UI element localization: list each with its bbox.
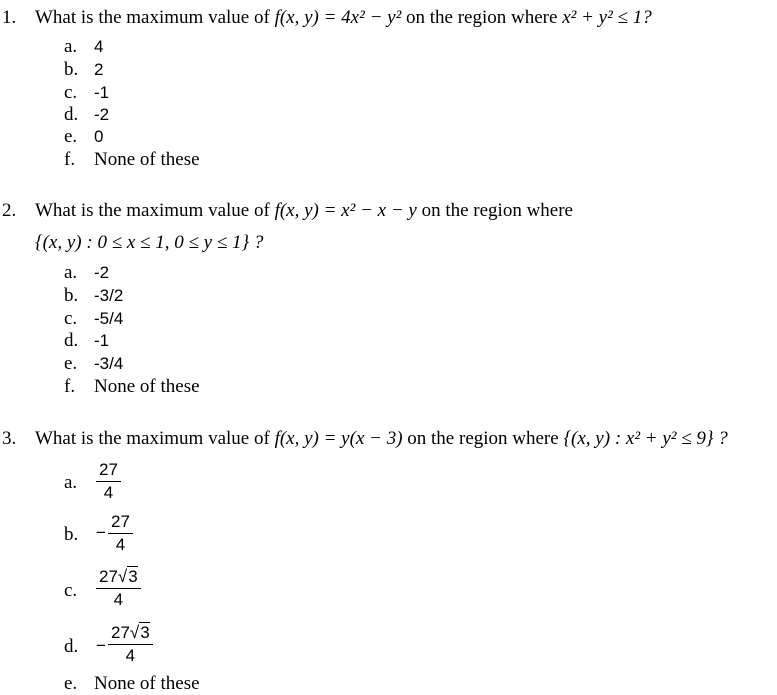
numerator: 27 bbox=[99, 460, 118, 479]
numerator bbox=[96, 566, 141, 588]
choice-text: -3/4 bbox=[94, 354, 124, 373]
denominator: 4 bbox=[115, 535, 126, 554]
choice-text: -1 bbox=[94, 331, 110, 350]
denominator: 4 bbox=[125, 646, 136, 665]
stem-middle: on the region where bbox=[407, 428, 559, 449]
function-expression: f(x, y) = 4x² − y² bbox=[274, 7, 402, 28]
radicand: 3 bbox=[128, 567, 138, 586]
stem-middle: on the region where bbox=[421, 200, 573, 221]
numerator bbox=[108, 622, 153, 644]
choice-letter: d. bbox=[64, 330, 79, 351]
choice-text: 0 bbox=[94, 127, 104, 146]
region-expression: x² + y² ≤ 1? bbox=[562, 7, 652, 28]
minus-sign: − bbox=[96, 636, 106, 655]
choice-letter: e. bbox=[64, 673, 78, 694]
question-stem bbox=[35, 7, 652, 29]
choice-text: None of these bbox=[94, 149, 200, 170]
choice-letter: e. bbox=[64, 126, 78, 147]
choice-letter: c. bbox=[64, 308, 78, 329]
stem-prefix: What is the maximum value of bbox=[35, 7, 270, 28]
numerator: 27 bbox=[111, 512, 130, 531]
choice-letter: b. bbox=[64, 59, 79, 80]
question-stem bbox=[35, 200, 573, 222]
choice-text: None of these bbox=[94, 376, 200, 397]
choice-letter: f. bbox=[64, 149, 76, 170]
choice-letter: c. bbox=[64, 580, 78, 601]
choice-letter: a. bbox=[64, 472, 78, 493]
numerator-coefficient: 27 bbox=[111, 623, 130, 642]
fraction-answer bbox=[96, 566, 141, 611]
sqrt-icon: √ bbox=[129, 623, 140, 642]
numerator-coefficient: 27 bbox=[99, 567, 118, 586]
function-expression: f(x, y) = x² − x − y bbox=[274, 200, 417, 221]
function-expression: f(x, y) = y(x − 3) bbox=[274, 428, 403, 449]
denominator: 4 bbox=[103, 483, 114, 502]
choice-text: 4 bbox=[94, 37, 104, 56]
choice-text: -5/4 bbox=[94, 309, 124, 328]
choice-letter: b. bbox=[64, 285, 79, 306]
question-number: 1. bbox=[2, 7, 17, 28]
choice-text: 2 bbox=[94, 60, 104, 79]
choice-text: -1 bbox=[94, 83, 110, 102]
region-expression: {(x, y) : x² + y² ≤ 9} ? bbox=[563, 428, 728, 449]
question-stem bbox=[35, 428, 728, 450]
choice-letter: d. bbox=[64, 104, 79, 125]
choice-letter: a. bbox=[64, 36, 78, 57]
stem-middle: on the region where bbox=[406, 7, 558, 28]
choice-letter: d. bbox=[64, 636, 79, 657]
question-number: 3. bbox=[2, 428, 17, 449]
choice-letter: b. bbox=[64, 524, 79, 545]
region-expression: {(x, y) : 0 ≤ x ≤ 1, 0 ≤ y ≤ 1} ? bbox=[35, 232, 264, 253]
choice-text: None of these bbox=[94, 673, 200, 694]
fraction-answer bbox=[108, 511, 133, 556]
fraction-answer bbox=[108, 622, 153, 667]
choice-text: -2 bbox=[94, 263, 110, 282]
choice-letter: c. bbox=[64, 82, 78, 103]
minus-sign: − bbox=[96, 523, 106, 542]
sqrt-icon: √ bbox=[117, 567, 128, 586]
choice-letter: f. bbox=[64, 376, 76, 397]
choice-letter: a. bbox=[64, 262, 78, 283]
choice-text: -3/2 bbox=[94, 286, 124, 305]
radicand: 3 bbox=[140, 623, 150, 642]
fraction-answer bbox=[96, 459, 121, 504]
choice-letter: e. bbox=[64, 353, 78, 374]
choice-text: -2 bbox=[94, 105, 110, 124]
stem-prefix: What is the maximum value of bbox=[35, 428, 270, 449]
denominator: 4 bbox=[113, 590, 124, 609]
stem-prefix: What is the maximum value of bbox=[35, 200, 270, 221]
question-number: 2. bbox=[2, 200, 17, 221]
